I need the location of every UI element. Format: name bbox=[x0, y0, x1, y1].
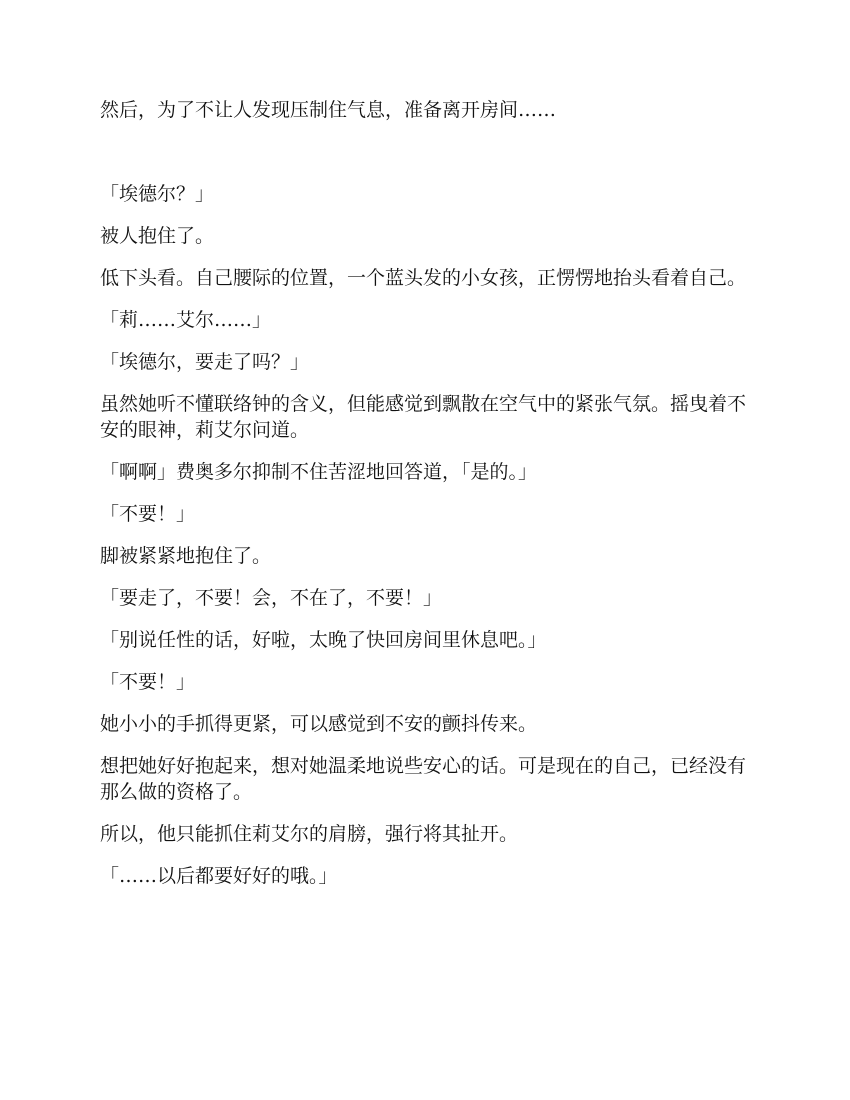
paragraph: 她小小的手抓得更紧，可以感觉到不安的颤抖传来。 bbox=[100, 713, 538, 735]
paragraph: 「埃德尔，要走了吗？」 bbox=[100, 351, 310, 373]
paragraph: 「啊啊」费奥多尔抑制不住苦涩地回答道，「是的。」 bbox=[100, 461, 538, 483]
paragraph: 「要走了，不要！会，不在了，不要！」 bbox=[100, 587, 443, 609]
paragraph: 「莉……艾尔……」 bbox=[100, 309, 272, 331]
paragraph: 想把她好好抱起来，想对她温柔地说些安心的话。可是现在的自己，已经没有那么做的资格了。 bbox=[100, 755, 747, 803]
paragraph: 脚被紧紧地抱住了。 bbox=[100, 545, 272, 567]
paragraph: 「……以后都要好好的哦。」 bbox=[100, 865, 338, 887]
paragraph: 「埃德尔？」 bbox=[100, 183, 215, 205]
paragraph: 「不要！」 bbox=[100, 503, 196, 525]
paragraph: 所以，他只能抓住莉艾尔的肩膀，强行将其扯开。 bbox=[100, 823, 519, 845]
paragraph: 然后，为了不让人发现压制住气息，准备离开房间…… bbox=[100, 99, 557, 121]
text-body bbox=[100, 97, 750, 905]
paragraph: 「不要！」 bbox=[100, 671, 196, 693]
paragraph: 「别说任性的话，好啦，太晚了快回房间里休息吧。」 bbox=[100, 629, 547, 651]
paragraph: 被人抱住了。 bbox=[100, 225, 215, 247]
paragraph: 虽然她听不懂联络钟的含义，但能感觉到飘散在空气中的紧张气氛。摇曳着不安的眼神，莉艾尔问道。 bbox=[100, 393, 747, 441]
paragraph: 低下头看。自己腰际的位置，一个蓝头发的小女孩，正愣愣地抬头看着自己。 bbox=[100, 267, 747, 289]
